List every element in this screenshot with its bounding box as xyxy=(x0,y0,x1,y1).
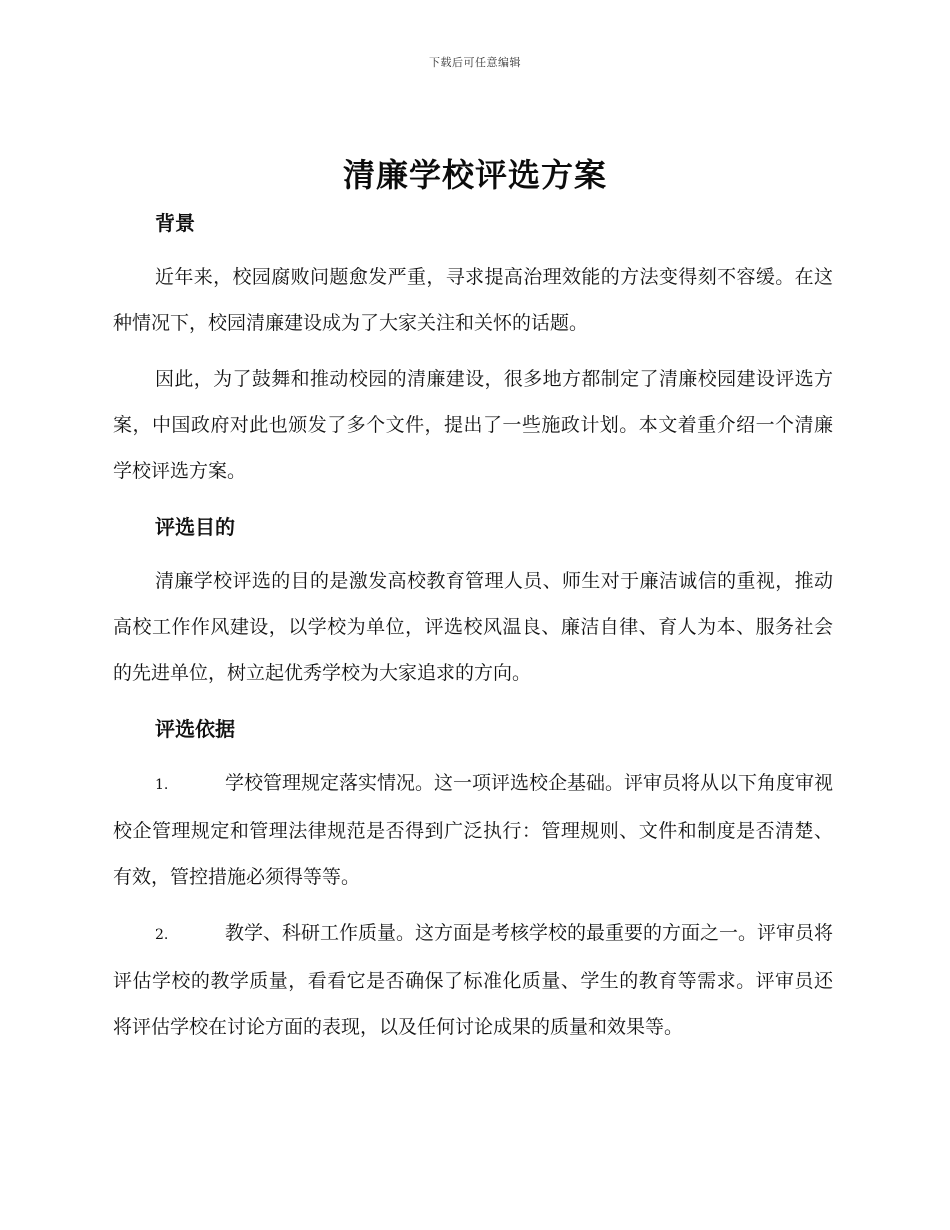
header-note: 下载后可任意编辑 xyxy=(429,56,521,69)
list-item-number: 1. xyxy=(155,777,169,793)
paragraph-purpose-1: 清廉学校评选的目的是激发高校教育管理人员、师生对于廉洁诚信的重视，推动高校工作作风建设，以学校为单位，评选校风温良、廉洁自律、育人为本、服务社会的先进单位，树立起优秀学校为大家追求的方向。 xyxy=(113,570,833,684)
section-heading-background: 背景 xyxy=(155,211,195,235)
document-title: 清廉学校评选方案 xyxy=(342,156,607,194)
criteria-list-item xyxy=(113,910,833,1050)
criteria-list-item xyxy=(113,760,833,900)
list-item-text: 教学、科研工作质量。这方面是考核学校的最重要的方面之一。评审员将评估学校的教学质量，看看它是否确保了标准化质量、学生的教育等需求。评审员还将评估学校在讨论方面的表现，以及任何讨论成果的质量和效果等。 xyxy=(113,922,834,1038)
section-heading-criteria: 评选依据 xyxy=(155,717,235,741)
paragraph-background-2: 因此，为了鼓舞和推动校园的清廉建设，很多地方都制定了清廉校园建设评选方案，中国政府对此也颁发了多个文件，提出了一些施政计划。本文着重介绍一个清廉学校评选方案。 xyxy=(113,368,833,482)
section-heading-purpose: 评选目的 xyxy=(155,515,235,539)
paragraph-background-1: 近年来，校园腐败问题愈发严重，寻求提高治理效能的方法变得刻不容缓。在这种情况下，校园清廉建设成为了大家关注和关怀的话题。 xyxy=(113,266,833,334)
document-body xyxy=(113,206,833,1050)
list-item-text: 学校管理规定落实情况。这一项评选校企基础。评审员将从以下角度审视校企管理规定和管理法律规范是否得到广泛执行：管理规则、文件和制度是否清楚、有效，管控措施必须得等等。 xyxy=(113,772,834,888)
list-item-number: 2. xyxy=(155,927,169,943)
